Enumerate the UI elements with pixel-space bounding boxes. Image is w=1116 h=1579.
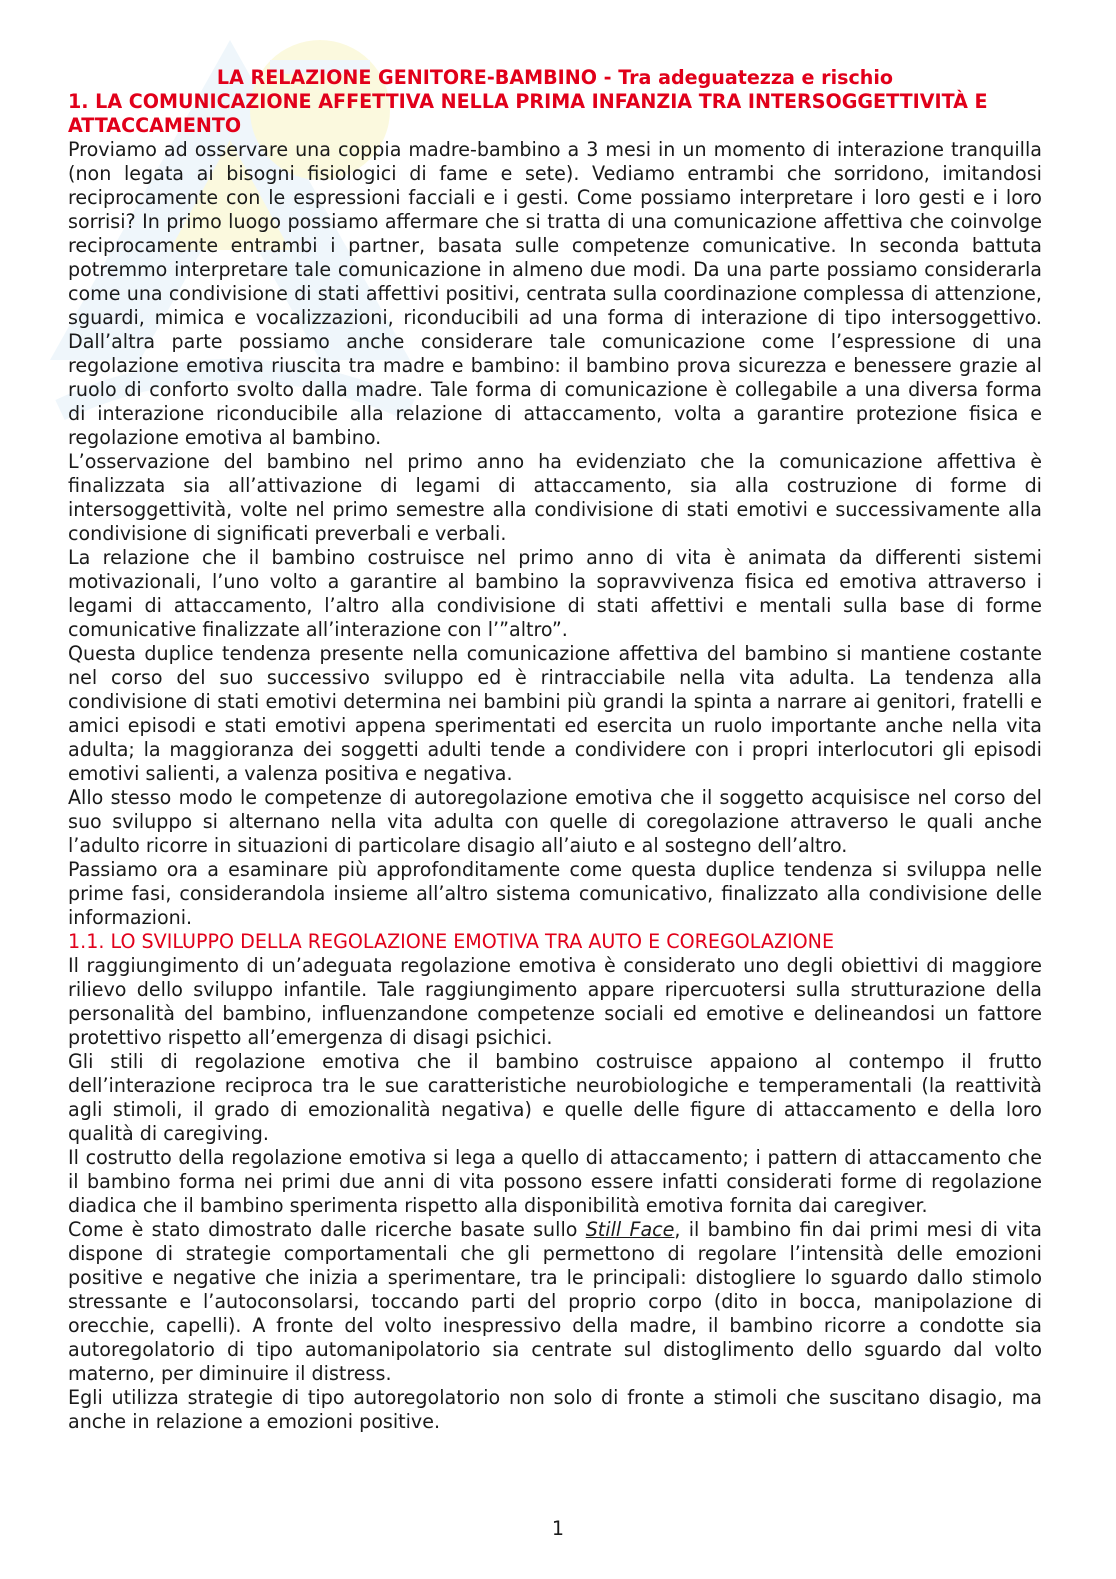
paragraph-6: Passiamo ora a esaminare più approfonditamente come questa duplice tendenza si sviluppa nelle prime fasi, considerandola insieme all’altro sistema comunicativo, finalizzato alla condivisione delle informazioni.	[68, 858, 1042, 929]
paragraph-1: Proviamo ad osservare una coppia madre-bambino a 3 mesi in un momento di interazione tranquilla (non legata ai bisogni fisiologici di fame e sete). Vediamo entrambi che sorridono, imitandosi reciprocamente con le espressioni facciali e i gesti. Come possiamo interpretare i loro gesti e i loro sorrisi? In primo luogo possiamo affermare che si tratta di una comunicazione affettiva che coinvolge reciprocamente entrambi i partner, basata sulle competenze comunicative. In seconda battuta potremmo interpretare tale comunicazione in almeno due modi. Da una parte possiamo considerarla come una condivisione di stati affettivi positivi, centrata sulla coordinazione complessa di attenzione, sguardi, mimica e vocalizzazioni, riconducibili ad una forma di interazione di tipo intersoggettivo. Dall’altra parte possiamo anche considerare tale comunicazione come l’espressione di una regolazione emotiva riuscita tra madre e bambino: il bambino prova sicurezza e benessere grazie al ruolo di conforto svolto dalla madre. Tale forma di comunicazione è collegabile a una diversa forma di interazione riconducibile alla relazione di attaccamento, volta a garantire protezione fisica e regolazione emotiva al bambino.	[68, 138, 1042, 449]
paragraph-final: Egli utilizza strategie di tipo autoregolatorio non solo di fronte a stimoli che suscitano disagio, ma anche in relazione a emozioni positive.	[68, 1386, 1042, 1433]
paragraph-2: L’osservazione del bambino nel primo anno ha evidenziato che la comunicazione affettiva è finalizzata sia all’attivazione di legami di attaccamento, sia alla costruzione di forme di intersoggettività, volte nel primo semestre alla condivisione di stati emotivi e successivamente alla condivisione di significati preverbali e verbali.	[68, 450, 1042, 545]
paragraph-5: Allo stesso modo le competenze di autoregolazione emotiva che il soggetto acquisisce nel corso del suo sviluppo si alternano nella vita adulta con quelle di coregolazione attraverso le quali anche l’adulto ricorre in situazioni di particolare disagio all’aiuto e al sostegno dell’altro.	[68, 786, 1042, 857]
document-title: LA RELAZIONE GENITORE-BAMBINO - Tra adeguatezza e rischio	[216, 66, 894, 89]
page-number: 1	[551, 1517, 565, 1540]
still-face-term: Still Face	[585, 1218, 675, 1241]
subsection-heading-1-1: 1.1. LO SVILUPPO DELLA REGOLAZIONE EMOTIVA TRA AUTO E COREGOLAZIONE	[68, 930, 835, 953]
section-heading-1: 1. LA COMUNICAZIONE AFFETTIVA NELLA PRIMA INFANZIA TRA INTERSOGGETTIVITÀ E ATTACCAMENTO	[68, 90, 988, 137]
document-body	[68, 66, 1042, 1434]
paragraph-3: La relazione che il bambino costruisce nel primo anno di vita è animata da differenti sistemi motivazionali, l’uno volto a garantire al bambino la sopravvivenza fisica ed emotiva attraverso i legami di attaccamento, l’altro alla condivisione di stati affettivi e mentali sulla base di forme comunicative finalizzate all’interazione con l’”altro”.	[68, 546, 1042, 641]
paragraph-still-face	[68, 1218, 1042, 1386]
still-face-text-before: Come è stato dimostrato dalle ricerche basate sullo	[68, 1218, 586, 1241]
paragraph-7: Il raggiungimento di un’adeguata regolazione emotiva è considerato uno degli obiettivi di maggiore rilievo dello sviluppo infantile. Tale raggiungimento appare ripercuotersi sulla strutturazione della personalità del bambino, influenzandone competenze sociali ed emotive e delineandosi un fattore protettivo rispetto all’emergenza di disagi psichici.	[68, 954, 1042, 1049]
paragraph-4: Questa duplice tendenza presente nella comunicazione affettiva del bambino si mantiene costante nel corso del suo successivo sviluppo ed è rintracciabile nella vita adulta. La tendenza alla condivisione di stati emotivi determina nei bambini più grandi la spinta a narrare ai genitori, fratelli e amici episodi e stati emotivi appena sperimentati ed esercita un ruolo importante anche nella vita adulta; la maggioranza dei soggetti adulti tende a condividere con i propri interlocutori gli episodi emotivi salienti, a valenza positiva e negativa.	[68, 642, 1042, 785]
still-face-text-after: , il bambino fin dai primi mesi di vita dispone di strategie comportamentali che gli permettono di regolare l’intensità delle emozioni positive e negative che inizia a sperimentare, tra le principali: distogliere lo sguardo dallo stimolo stressante e l’autoconsolarsi, toccando parti del proprio corpo (dito in bocca, manipolazione di orecchie, capelli). A fronte del volto inespressivo della madre, il bambino ricorre a condotte sia autoregolatorio di tipo automanipolatorio sia centrate sul distoglimento dello sguardo dal volto materno, per diminuire il distress.	[68, 1218, 1042, 1385]
paragraph-9: Il costrutto della regolazione emotiva si lega a quello di attaccamento; i pattern di attaccamento che il bambino forma nei primi due anni di vita possono essere infatti considerati forme di regolazione diadica che il bambino sperimenta rispetto alla disponibilità emotiva fornita dai caregiver.	[68, 1146, 1042, 1217]
paragraph-8: Gli stili di regolazione emotiva che il bambino costruisce appaiono al contempo il frutto dell’interazione reciproca tra le sue caratteristiche neurobiologiche e temperamentali (la reattività agli stimoli, il grado di emozionalità negativa) e quelle delle figure di attaccamento e della loro qualità di caregiving.	[68, 1050, 1042, 1145]
